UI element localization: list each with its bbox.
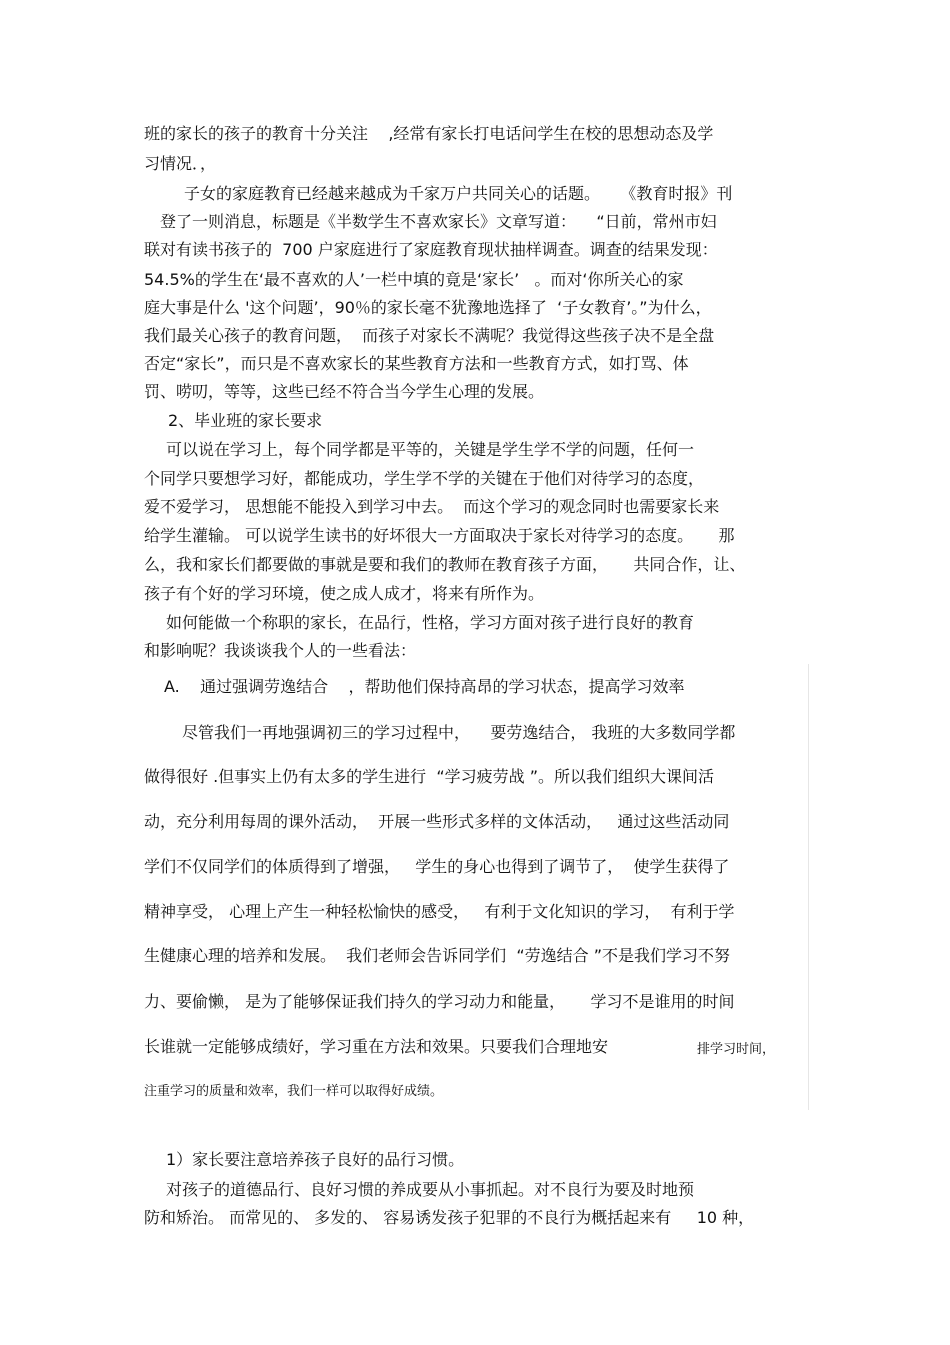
text-line-27: 力、要偷懒， 是为了能够保证我们持久的学习动力和能量， 学习不是谁用的时间 xyxy=(144,992,735,1011)
text-line-17: 孩子有个好的学习环境，使之成人成才，将来有所作为。 xyxy=(144,584,545,603)
text-line-31: 1）家长要注意培养孩子良好的品行习惯。 xyxy=(166,1150,465,1169)
text-line-25: 精神享受， 心理上产生一种轻松愉快的感受， 有利于文化知识的学习， 有利于学 xyxy=(144,902,735,921)
text-line-22: 做得很好 .但事实上仍有太多的学生进行 “学习疲劳战 ”。所以我们组织大课间活 xyxy=(144,767,715,786)
text-line-20: A. 通过强调劳逸结合 ，帮助他们保持高昂的学习状态，提高学习效率 xyxy=(164,677,685,696)
text-line-18: 如何能做一个称职的家长，在品行，性格，学习方面对孩子进行良好的教育 xyxy=(166,613,695,632)
text-line-9: 否定“家长”，而只是不喜欢家长的某些教育方法和一些教育方式，如打骂、体 xyxy=(144,354,689,373)
text-line-29: 排学习时间， xyxy=(697,1042,776,1057)
text-line-30: 注重学习的质量和效率，我们一样可以取得好成绩。 xyxy=(144,1084,444,1099)
text-line-8: 我们最关心孩子的教育问题， 而孩子对家长不满呢？我觉得这些孩子决不是全盘 xyxy=(144,326,715,345)
text-line-11: 2、毕业班的家长要求 xyxy=(168,411,323,430)
text-line-13: 个同学只要想学习好，都能成功，学生学不学的关键在于他们对待学习的态度， xyxy=(144,469,705,488)
text-line-7: 庭大事是什么 '这个问题’，90％的家长毫不犹豫地选择了 ‘子女教育’。”为什么， xyxy=(144,298,712,317)
text-line-12: 可以说在学习上，每个同学都是平等的，关键是学生学不学的问题，任何一 xyxy=(166,440,695,459)
text-line-16: 么，我和家长们都要做的事就是要和我们的教师在教育孩子方面， 共同合作，让、 xyxy=(144,555,746,574)
text-line-14: 爱不爱学习， 思想能不能投入到学习中去。 而这个学习的观念同时也需要家长来 xyxy=(144,497,720,516)
text-line-15: 给学生灌输。 可以说学生读书的好坏很大一方面取决于家长对待学习的态度。 那 xyxy=(144,526,735,545)
text-line-3: 子女的家庭教育已经越来越成为千家万户共同关心的话题。 《教育时报》刊 xyxy=(184,184,733,203)
text-line-32: 对孩子的道德品行、良好习惯的养成要从小事抓起。对不良行为要及时地预 xyxy=(166,1180,695,1199)
column-divider xyxy=(808,664,809,1110)
text-line-6: 54.5%的学生在‘最不喜欢的人’一栏中填的竟是‘家长’ 。而对‘你所关心的家 xyxy=(144,270,684,289)
text-line-2: 习情况．， xyxy=(144,154,217,173)
text-line-24: 学们不仅同学们的体质得到了增强， 学生的身心也得到了调节了， 使学生获得了 xyxy=(144,857,730,876)
text-line-19: 和影响呢？我谈谈我个人的一些看法： xyxy=(144,641,417,660)
text-line-4: 登了一则消息，标题是《半数学生不喜欢家长》文章写道： “日前，常州市妇 xyxy=(160,212,717,231)
text-line-1: 班的家长的孩子的教育十分关注 ,经常有家长打电话问学生在校的思想动态及学 xyxy=(144,124,714,143)
text-line-28: 长谁就一定能够成绩好，学习重在方法和效果。只要我们合理地安 xyxy=(144,1037,609,1056)
text-line-26: 生健康心理的培养和发展。 我们老师会告诉同学们 “劳逸结合 ”不是我们学习不努 xyxy=(144,946,731,965)
text-line-33: 防和矫治。 而常见的、 多发的、 容易诱发孩子犯罪的不良行为概括起来有 10 种， xyxy=(144,1208,755,1227)
text-line-10: 罚、唠叨，等等，这些已经不符合当今学生心理的发展。 xyxy=(144,382,545,401)
text-line-23: 动，充分利用每周的课外活动， 开展一些形式多样的文体活动， 通过这些活动同 xyxy=(144,812,730,831)
text-line-21: 尽管我们一再地强调初三的学习过程中， 要劳逸结合， 我班的大多数同学都 xyxy=(182,723,736,742)
text-line-5: 联对有读书孩子的 700 户家庭进行了家庭教育现状抽样调查。调查的结果发现： xyxy=(144,240,718,259)
